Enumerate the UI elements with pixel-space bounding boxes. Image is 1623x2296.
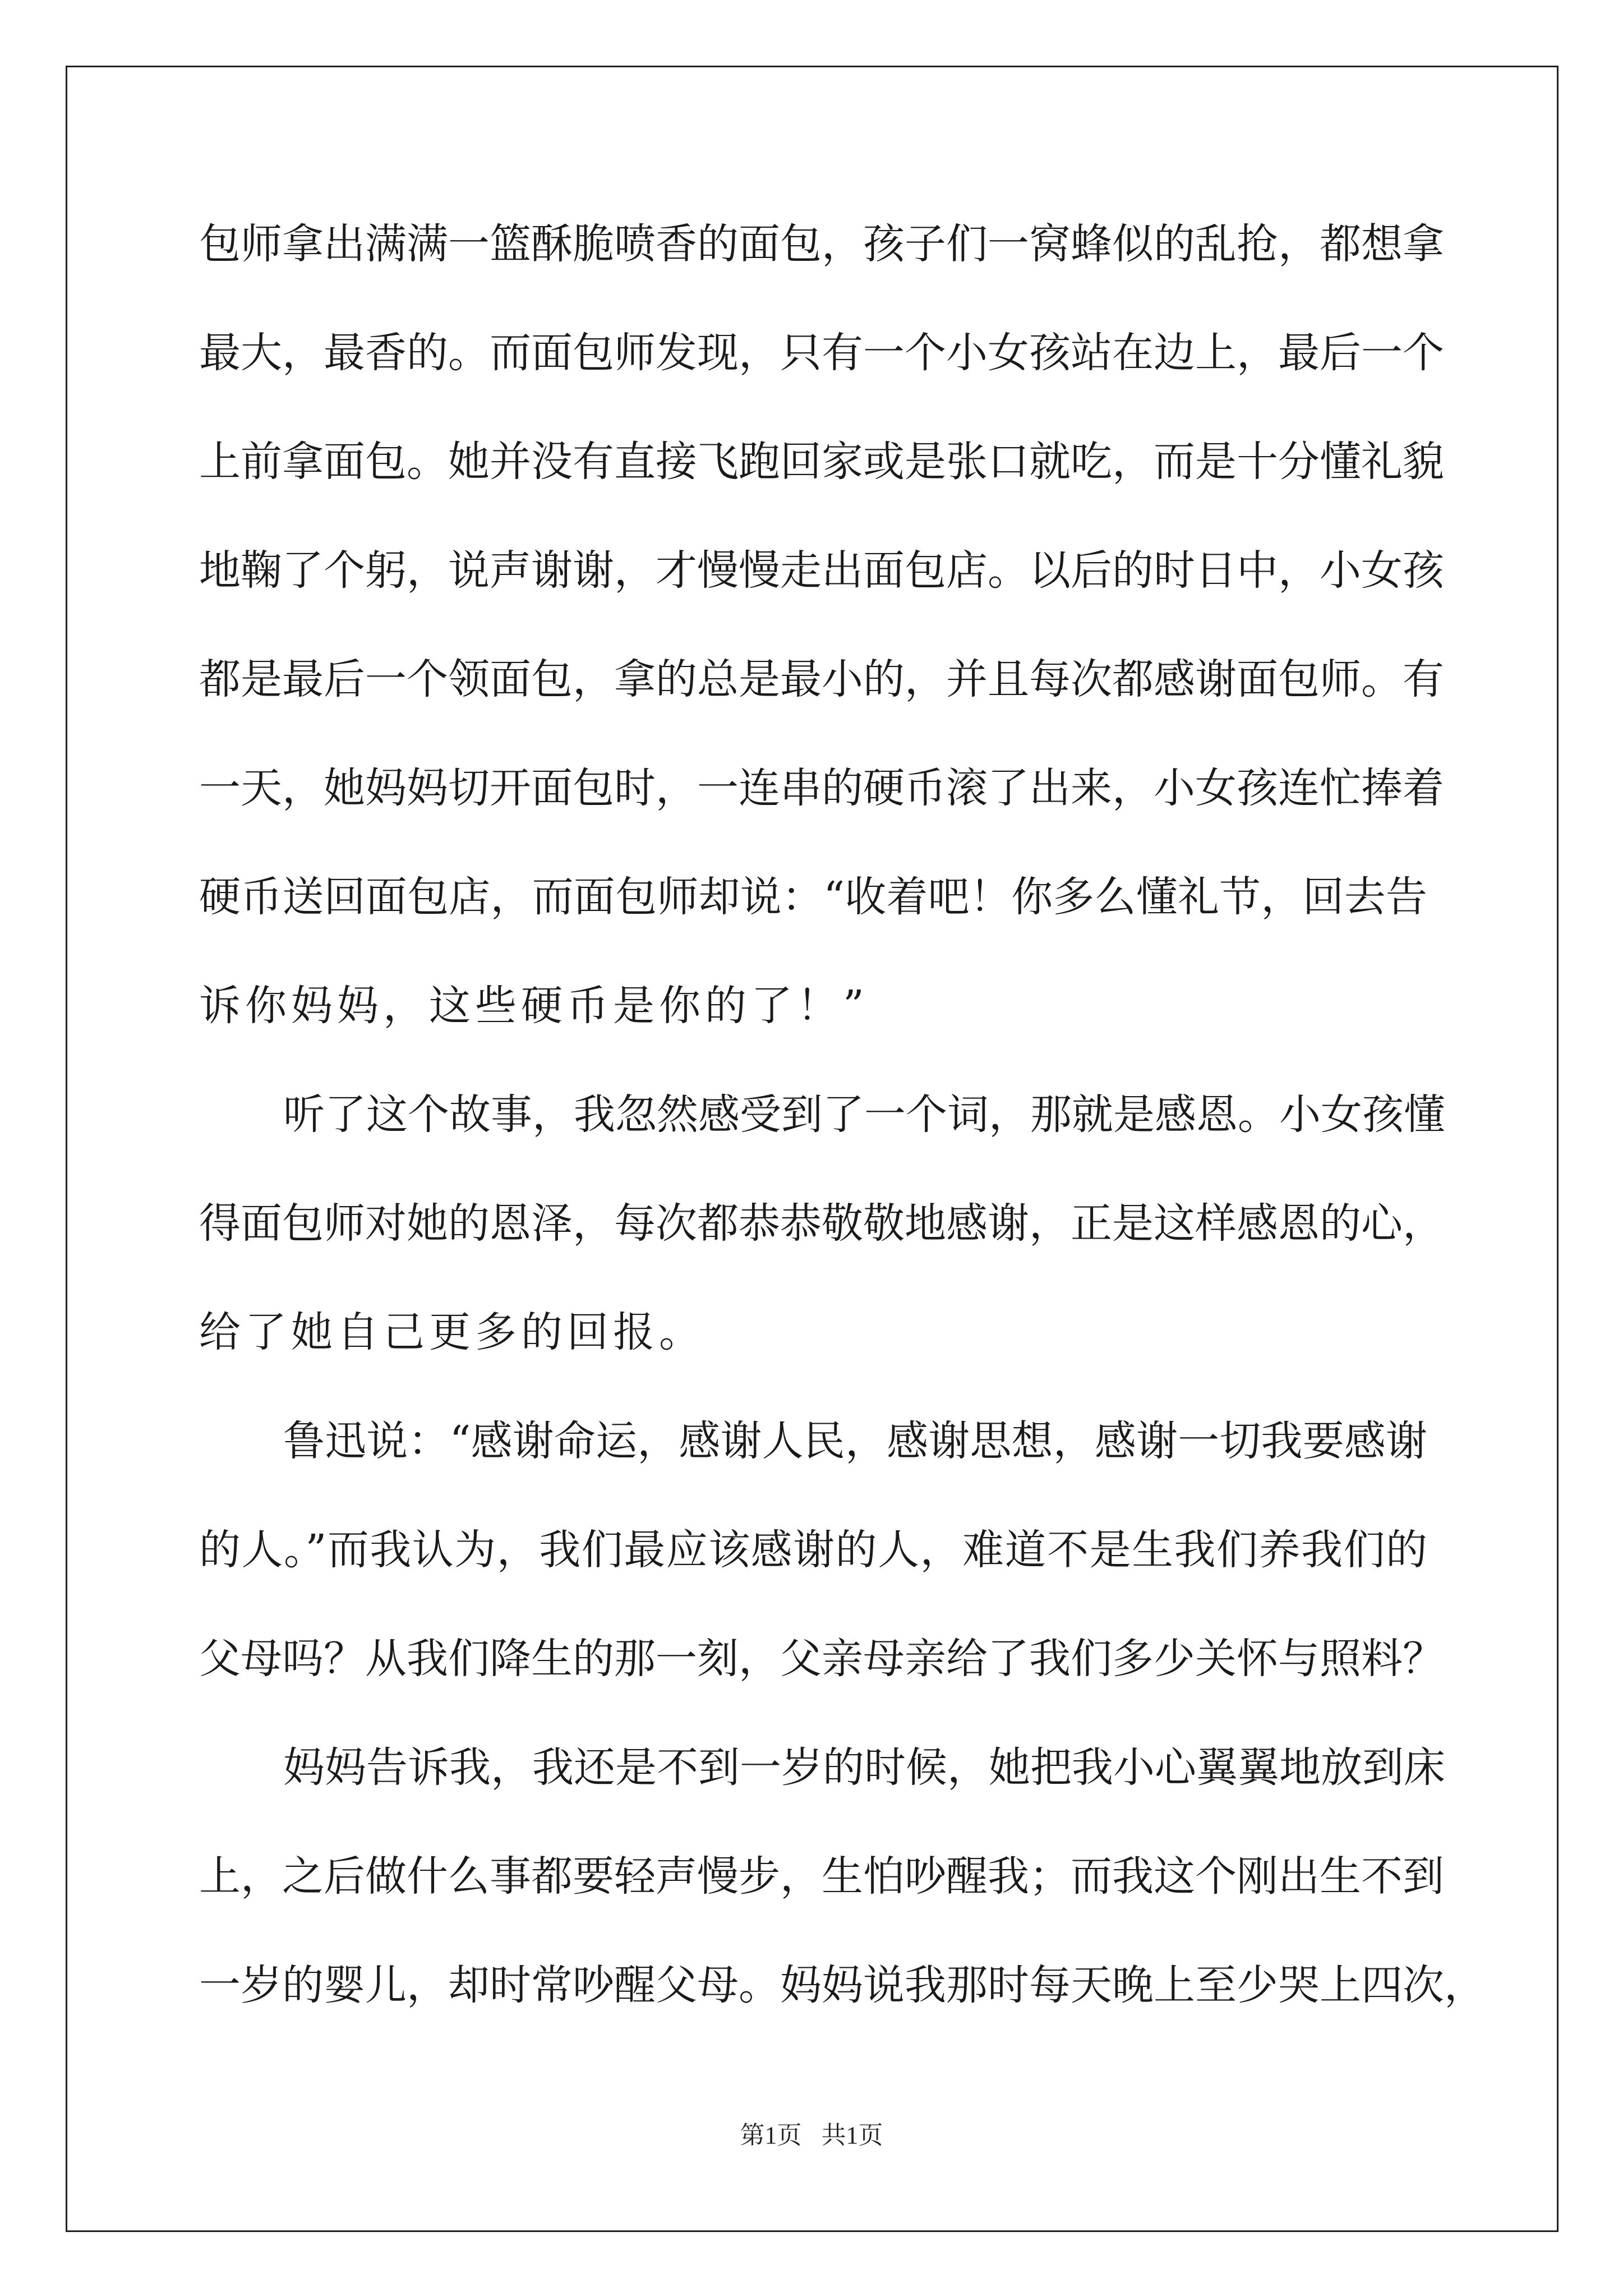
text-line: 一天，她妈妈切开面包时，一连串的硬币滚了出来，小女孩连忙捧着 xyxy=(199,764,1444,812)
text-line: 最大，最香的。而面包师发现，只有一个小女孩站在边上，最后一个 xyxy=(199,329,1444,377)
text-line: 上前拿面包。她并没有直接飞跑回家或是张口就吃，而是十分懂礼貌 xyxy=(199,438,1444,486)
text-line: 一岁的婴儿，却时常吵醒父母。妈妈说我那时每天晚上至少哭上四次， xyxy=(199,1961,1486,2009)
page-footer xyxy=(0,2115,1623,2151)
text-line: 父母吗？从我们降生的那一刻，父亲母亲给了我们多少关怀与照料？ xyxy=(199,1635,1444,1683)
text-line: 诉你妈妈，这些硬币是你的了！” xyxy=(199,982,869,1030)
text-line: 包师拿出满满一篮酥脆喷香的面包，孩子们一窝蜂似的乱抢，都想拿 xyxy=(199,220,1444,268)
paragraph-first-line: 鲁迅说：“感谢命运，感谢人民，感谢思想，感谢一切我要感谢 xyxy=(283,1417,1427,1465)
text-line: 给了她自己更多的回报。 xyxy=(199,1308,705,1356)
page-total: 共1页 xyxy=(821,2122,883,2149)
text-line: 都是最后一个领面包，拿的总是最小的，并且每次都感谢面包师。有 xyxy=(199,655,1444,703)
text-line: 地鞠了个躬，说声谢谢，才慢慢走出面包店。以后的时日中，小女孩 xyxy=(199,546,1444,595)
page-number: 第1页 xyxy=(740,2122,802,2149)
paragraph-first-line: 妈妈告诉我，我还是不到一岁的时候，她把我小心翼翼地放到床 xyxy=(283,1743,1445,1792)
text-line: 的人。”而我认为，我们最应该感谢的人，难道不是生我们养我们的 xyxy=(199,1526,1427,1574)
text-line: 硬币送回面包店，而面包师却说：“收着吧！你多么懂礼节，回去告 xyxy=(199,873,1427,921)
text-line: 得面包师对她的恩泽，每次都恭恭敬敬地感谢，正是这样感恩的心， xyxy=(199,1199,1444,1248)
text-line: 上，之后做什么事都要轻声慢步，生怕吵醒我；而我这个刚出生不到 xyxy=(199,1852,1444,1901)
paragraph-first-line: 听了这个故事，我忽然感受到了一个词，那就是感恩。小女孩懂 xyxy=(283,1091,1445,1139)
